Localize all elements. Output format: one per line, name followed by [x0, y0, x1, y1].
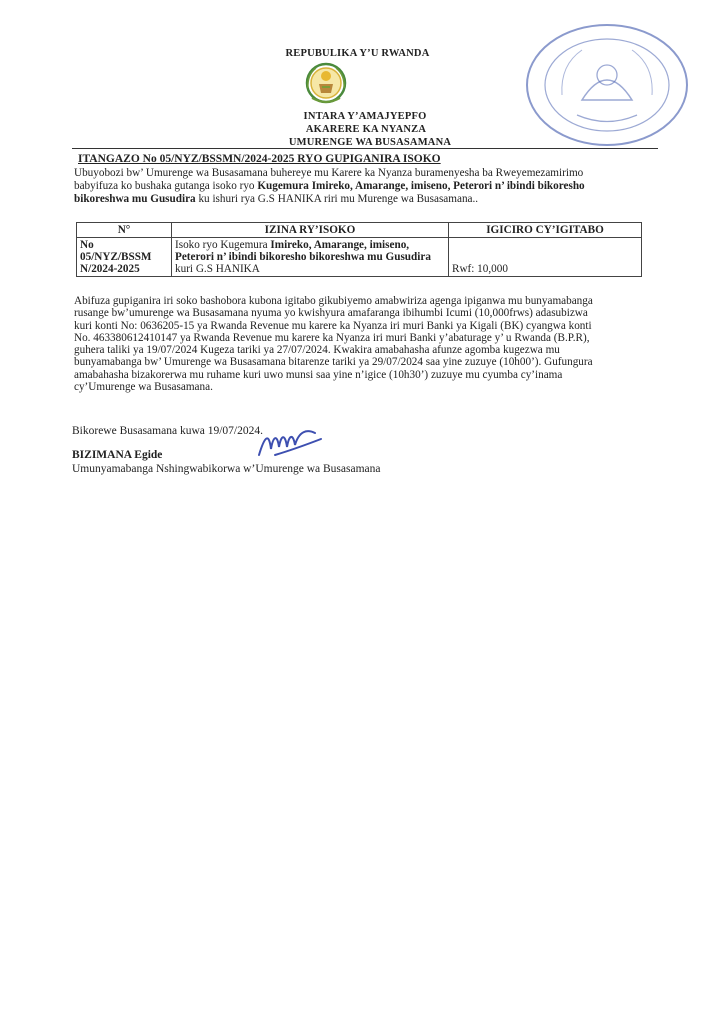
header-divider [72, 148, 658, 149]
body-line: cy’Umurenge wa Busasamana. [74, 381, 213, 394]
handwritten-signature [255, 425, 325, 463]
intro-line-3-bold: bikoreshwa mu Gusudira [74, 193, 196, 205]
tender-table [76, 222, 642, 277]
body-line: kuri konti No: 0636205-15 ya Rwanda Revenue mu karere ka Nyanza iri muri Banki ya Kigali (BK) cyangwa konti [74, 319, 592, 332]
body-line: Abifuza gupiganira iri soko bashobora kubona igitabo gikubiyemo amabwiriza agenga ipiganwa mu bunyamabanga [74, 295, 593, 307]
sector-heading: UMURENGE WA BUSASAMANA [288, 137, 452, 148]
instructions-paragraph [74, 295, 593, 393]
intro-line-2-bold: Kugemura Imireko, Amarange, imiseno, Peterori n’ ibindi bikoresho [257, 180, 585, 192]
intro-line-1: Ubuyobozi bw’ Umurenge wa Busasamana buhereye mu Karere ka Nyanza buramenyesha ba Rweyemezamirimo [74, 167, 584, 179]
republic-heading: REPUBULIKA Y’U RWANDA [285, 48, 430, 59]
intro-line-3-end: ku ishuri rya G.S HANIKA riri mu Murenge wa Busasamana.. [195, 193, 479, 205]
row-number-line-2: 05/NYZ/BSSM [80, 251, 152, 263]
table-header-row [77, 223, 642, 238]
header-document-price: IGICIRO CY’IGITABO [449, 223, 642, 238]
body-line: guhera taliki ya 19/07/2024 Kugeza tariki ya 27/07/2024. Kwakira amabahasha afunze agomba kugezwa mu [74, 344, 560, 357]
tender-name-start: Isoko ryo Kugemura [175, 239, 271, 251]
row-tender-name-cell [172, 238, 449, 277]
coat-of-arms-emblem [302, 60, 350, 106]
signer-name: BIZIMANA Egide [72, 449, 163, 461]
signer-title: Umunyamabanga Nshingwabikorwa w’Umurenge wa Busasamana [72, 463, 381, 475]
notice-title: ITANGAZO No 05/NYZ/BSSMN/2024-2025 RYO GUPIGANIRA ISOKO [78, 153, 441, 165]
province-heading: INTARA Y’AMAJYEPFO [303, 111, 427, 122]
body-line: rusange bw’umurenge wa Busasamana nyuma yo kwishyura amafaranga ibihumbi Icumi (10,000frws) adasubizwa [74, 307, 588, 320]
header-tender-name: IZINA RY’ISOKO [172, 223, 449, 238]
official-stamp-seal [522, 20, 692, 150]
row-number-line-3: N/2024-2025 [80, 263, 140, 275]
date-place-line: Bikorewe Busasamana kuwa 19/07/2024. [72, 425, 263, 437]
tender-name-bold: Imireko, Amarange, imiseno, Peterori n’ ibindi bikoresho bikoreshwa mu Gusudira [175, 239, 431, 263]
table-row [77, 238, 642, 277]
body-line: amabahasha bizakorerwa mu ruhame kuri uwo munsi saa yine n’igice (10h30’) zuzuye mu cyumba cy’inama [74, 368, 563, 381]
row-number-cell [77, 238, 172, 277]
district-heading: AKARERE KA NYANZA [305, 124, 427, 135]
tender-name-end: kuri G.S HANIKA [175, 263, 260, 275]
body-line: No. 463380612410147 ya Rwanda Revenue mu karere ka Nyanza iri muri Banki y’abaturage y’ u Rwanda (B.P.R), [74, 331, 590, 344]
header-number: N° [77, 223, 172, 238]
intro-line-2-start: babyifuza ko bushaka gutanga isoko ryo [74, 180, 258, 192]
intro-line-3 [74, 193, 478, 205]
row-price-cell: Rwf: 10,000 [449, 238, 642, 277]
row-number-line-1: No [80, 239, 94, 251]
body-line: bunyamabanga bw’ Umurenge wa Busasamana bitarenze tariki ya 29/07/2024 saa yine zuzuye (10h00’). Gufungura [74, 356, 593, 369]
intro-line-2 [74, 180, 585, 192]
